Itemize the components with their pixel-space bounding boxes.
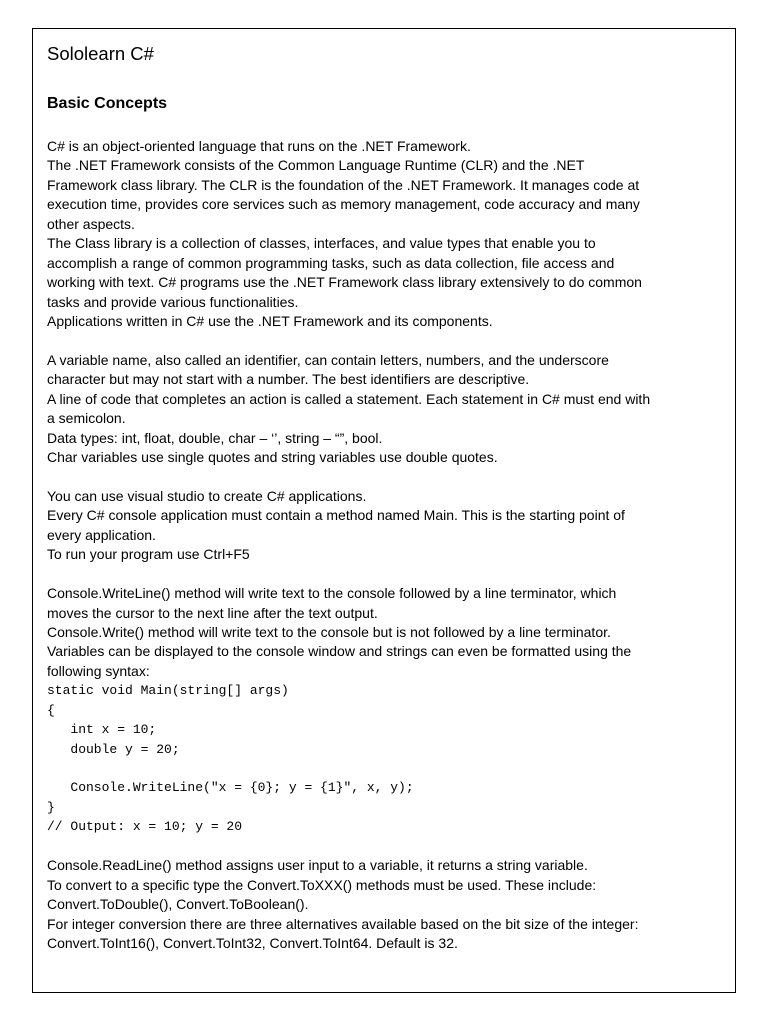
text-line: character but may not start with a number. The best identifiers are descriptive. xyxy=(47,371,530,388)
text-line: Applications written in C# use the .NET Framework and its components. xyxy=(47,312,493,329)
code-line: double y = 20; xyxy=(47,741,180,757)
text-line: To convert to a specific type the Convert.ToXXX() methods must be used. These include: xyxy=(47,876,597,893)
text-line xyxy=(47,565,727,584)
text-line: Data types: int, float, double, char – ‘’, string – “”, bool. xyxy=(47,429,383,446)
text-line: accomplish a range of common programming tasks, such as data collection, file access and xyxy=(47,254,615,271)
text-line: every application. xyxy=(47,526,156,543)
text-line: Console.WriteLine() method will write text to the console followed by a line terminator, which xyxy=(47,585,617,602)
document-body xyxy=(47,137,727,953)
text-line xyxy=(47,331,727,350)
text-line: Char variables use single quotes and string variables use double quotes. xyxy=(47,449,498,465)
text-line: Console.ReadLine() method assigns user input to a variable, it returns a string variable. xyxy=(47,857,588,874)
code-line: static void Main(string[] args) xyxy=(47,683,289,699)
text-line: working with text. C# programs use the .NET Framework class library extensively to do common xyxy=(47,274,642,291)
code-line: } xyxy=(47,799,55,815)
text-line xyxy=(47,837,727,856)
text-line: following syntax: xyxy=(47,662,150,679)
text-line: Convert.ToDouble(), Convert.ToBoolean(). xyxy=(47,896,309,913)
code-line: { xyxy=(47,702,55,718)
text-line: execution time, provides core services such as memory management, code accuracy and many xyxy=(47,196,640,213)
text-line: Convert.ToInt16(), Convert.ToInt32, Convert.ToInt64. Default is 32. xyxy=(47,934,458,951)
text-line: moves the cursor to the next line after the text output. xyxy=(47,604,378,621)
text-line: To run your program use Ctrl+F5 xyxy=(47,546,250,563)
text-line: A line of code that completes an action is called a statement. Each statement in C# must end with xyxy=(47,390,651,407)
text-line: For integer conversion there are three alternatives available based on the bit size of the integer: xyxy=(47,915,639,932)
code-line: // Output: x = 10; y = 20 xyxy=(47,819,243,835)
text-line: C# is an object-oriented language that runs on the .NET Framework. xyxy=(47,138,471,154)
text-line: You can use visual studio to create C# applications. xyxy=(47,487,367,504)
text-line: tasks and provide various functionalities. xyxy=(47,293,299,310)
code-line: int x = 10; xyxy=(47,722,157,738)
section-heading: Basic Concepts xyxy=(47,95,168,112)
text-line: The .NET Framework consists of the Common Language Runtime (CLR) and the .NET xyxy=(47,157,585,174)
text-line: The Class library is a collection of classes, interfaces, and value types that enable you to xyxy=(47,235,596,252)
text-line: a semicolon. xyxy=(47,410,126,427)
text-line xyxy=(47,467,727,486)
text-line: Variables can be displayed to the console window and strings can even be formatted using the xyxy=(47,643,632,660)
code-line xyxy=(47,759,727,778)
code-line: Console.WriteLine("x = {0}; y = {1}", x, y); xyxy=(47,780,414,796)
text-line: Every C# console application must contain a method named Main. This is the starting point of xyxy=(47,507,625,524)
text-line: Console.Write() method will write text to the console but is not followed by a line terminator. xyxy=(47,623,611,640)
text-line: other aspects. xyxy=(47,215,135,232)
document-title: Sololearn C# xyxy=(47,43,154,64)
text-line: Framework class library. The CLR is the foundation of the .NET Framework. It manages code at xyxy=(47,176,640,193)
text-line: A variable name, also called an identifier, can contain letters, numbers, and the underscore xyxy=(47,351,609,368)
